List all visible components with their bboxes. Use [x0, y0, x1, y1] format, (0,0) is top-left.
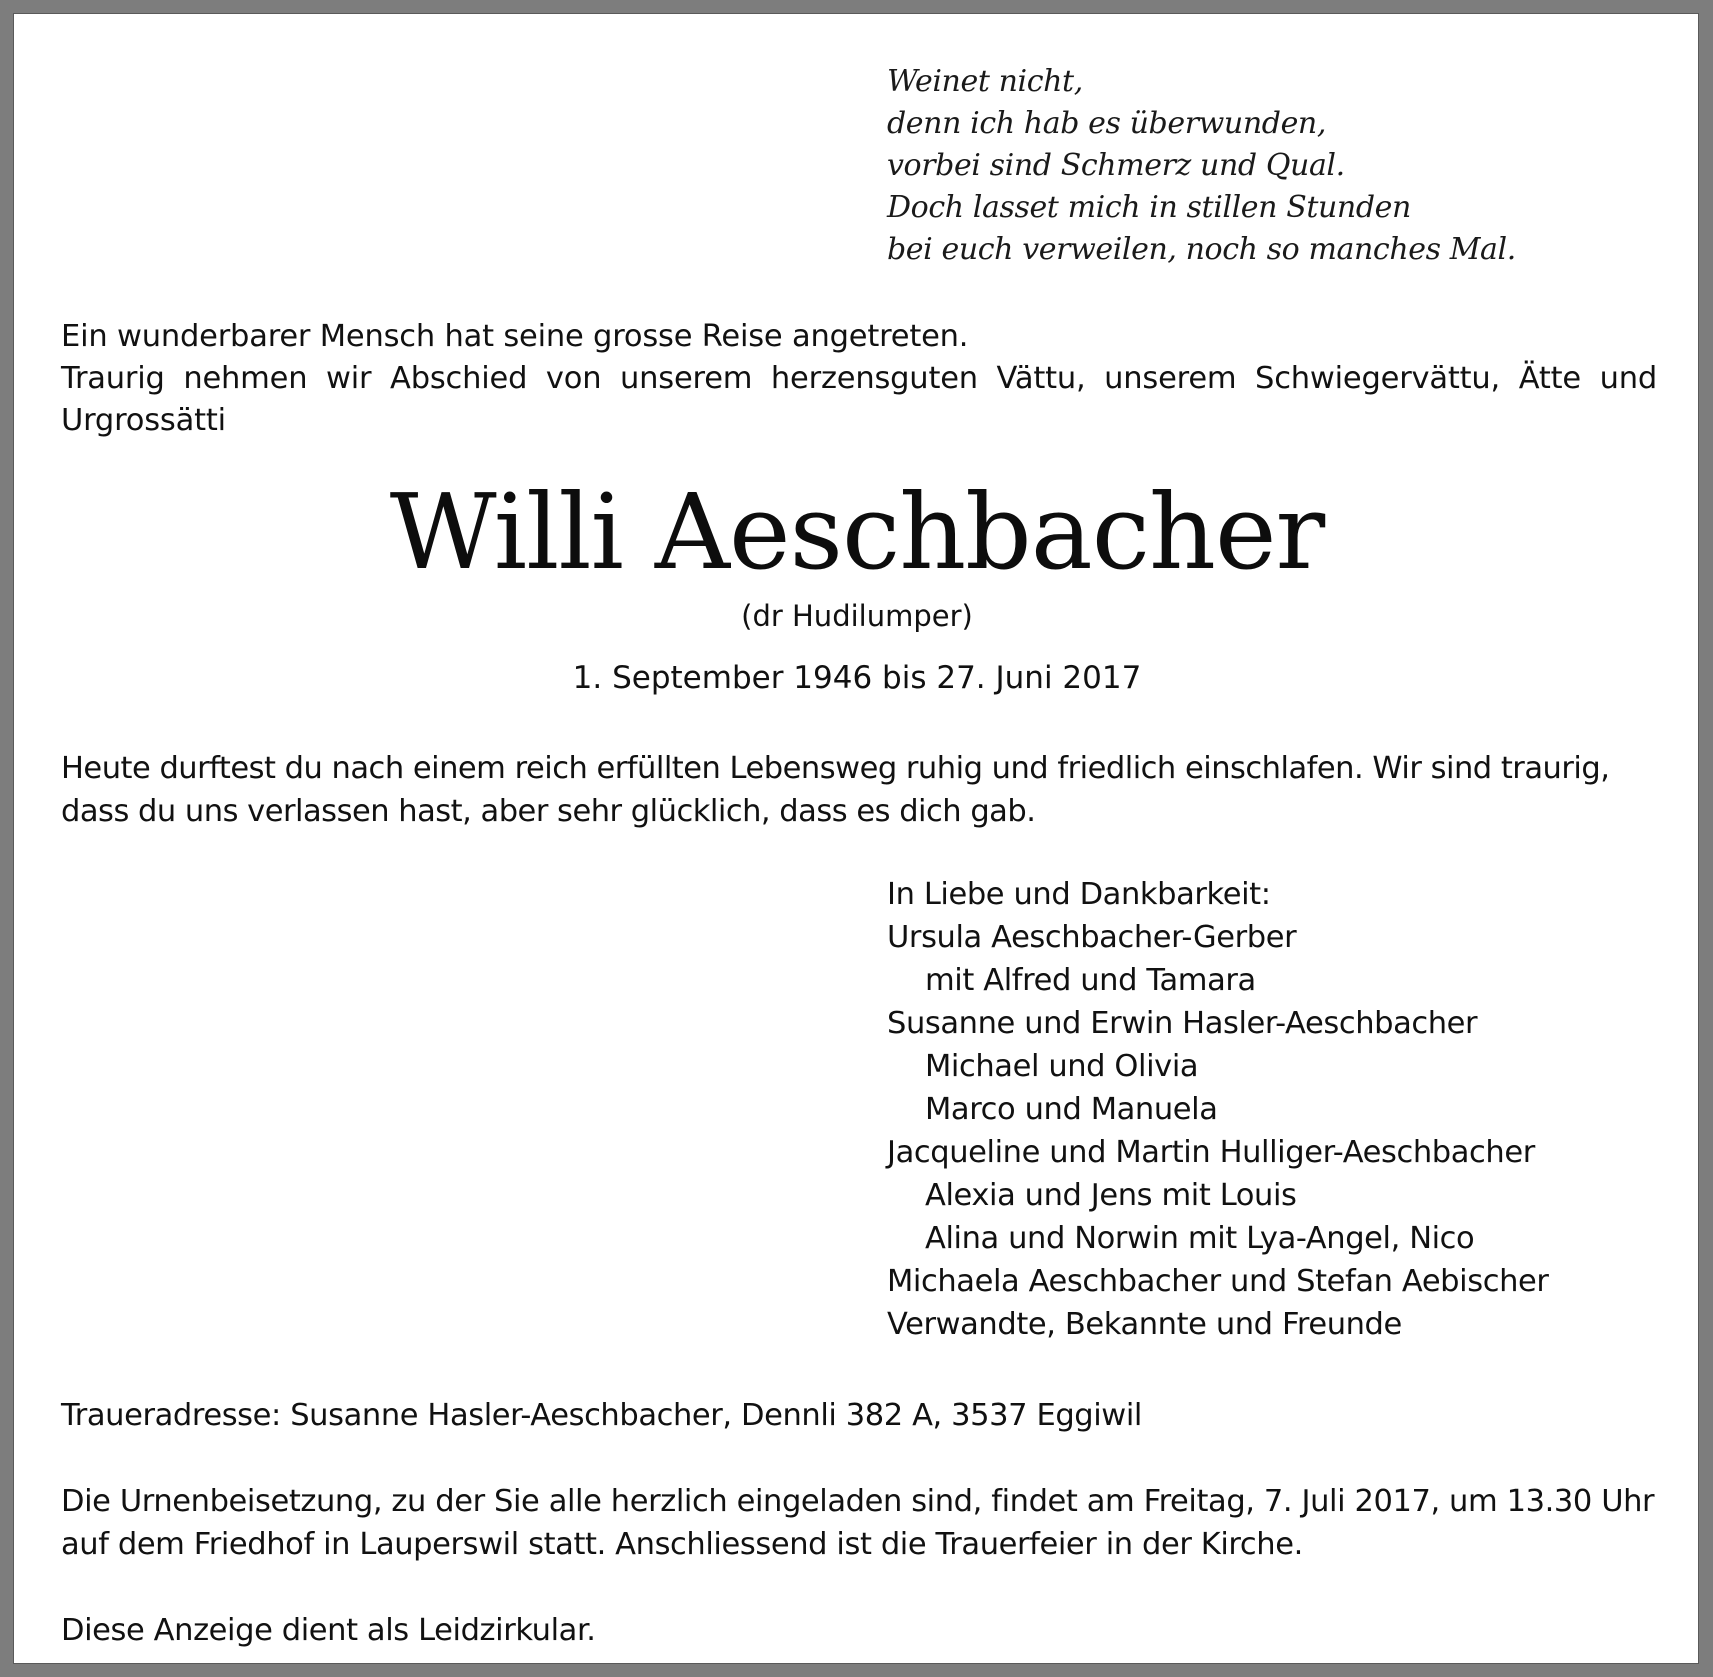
- family-member: Susanne und Erwin Hasler-Aeschbacher: [887, 1006, 1478, 1041]
- family-member: Jacqueline und Martin Hulliger-Aeschbacher: [887, 1135, 1535, 1170]
- poem-line: bei euch verweilen, noch so manches Mal.: [887, 232, 1516, 267]
- family-member: Michael und Olivia: [925, 1049, 1199, 1084]
- intro-line: Traurig nehmen wir Abschied von unserem herzensguten Vättu, unserem Schwiegervättu, Ätte und Urgrossätti: [61, 361, 1657, 438]
- family-member: mit Alfred und Tamara: [925, 963, 1256, 998]
- circular-note: Diese Anzeige dient als Leidzirkular.: [61, 1613, 596, 1648]
- intro-line: Ein wunderbarer Mensch hat seine grosse Reise angetreten.: [61, 319, 969, 354]
- family-member: Alexia und Jens mit Louis: [925, 1178, 1297, 1213]
- family-member: Ursula Aeschbacher-Gerber: [887, 920, 1297, 955]
- burial-line: auf dem Friedhof in Lauperswil statt. Anschliessend ist die Trauerfeier in der Kirche.: [61, 1527, 1303, 1562]
- family-heading: In Liebe und Dankbarkeit:: [887, 877, 1271, 912]
- intro-paragraph: [61, 316, 1657, 442]
- poem-line: denn ich hab es überwunden,: [887, 106, 1326, 141]
- deceased-nickname: (dr Hudilumper): [741, 599, 973, 633]
- poem-line: vorbei sind Schmerz und Qual.: [887, 148, 1345, 183]
- family-member: Michaela Aeschbacher und Stefan Aebischer: [887, 1264, 1549, 1299]
- poem-line: Weinet nicht,: [887, 64, 1083, 99]
- family-list: [887, 916, 1549, 1346]
- mourning-address: Traueradresse: Susanne Hasler-Aeschbacher, Dennli 382 A, 3537 Eggiwil: [61, 1398, 1143, 1433]
- poem-verse: [887, 61, 1516, 271]
- family-member: Alina und Norwin mit Lya-Angel, Nico: [925, 1221, 1475, 1256]
- life-dates: 1. September 1946 bis 27. Juni 2017: [572, 660, 1142, 696]
- burial-line: Die Urnenbeisetzung, zu der Sie alle herzlich eingeladen sind, findet am Freitag, 7. Juli 2017, um 13.30 Uhr: [61, 1484, 1655, 1519]
- obituary-notice: [13, 13, 1699, 1664]
- farewell-message: Heute durftest du nach einem reich erfüllten Lebensweg ruhig und friedlich einschlafen. Wir sind traurig, dass du uns verlassen hast, aber sehr glücklich, dass es dich gab.: [61, 751, 1610, 829]
- deceased-name: Willi Aeschbacher: [389, 471, 1325, 593]
- family-member: Verwandte, Bekannte und Freunde: [887, 1307, 1402, 1342]
- family-signatures: [887, 873, 1549, 1346]
- burial-notice: [61, 1480, 1657, 1566]
- poem-line: Doch lasset mich in stillen Stunden: [887, 190, 1411, 225]
- family-member: Marco und Manuela: [925, 1092, 1218, 1127]
